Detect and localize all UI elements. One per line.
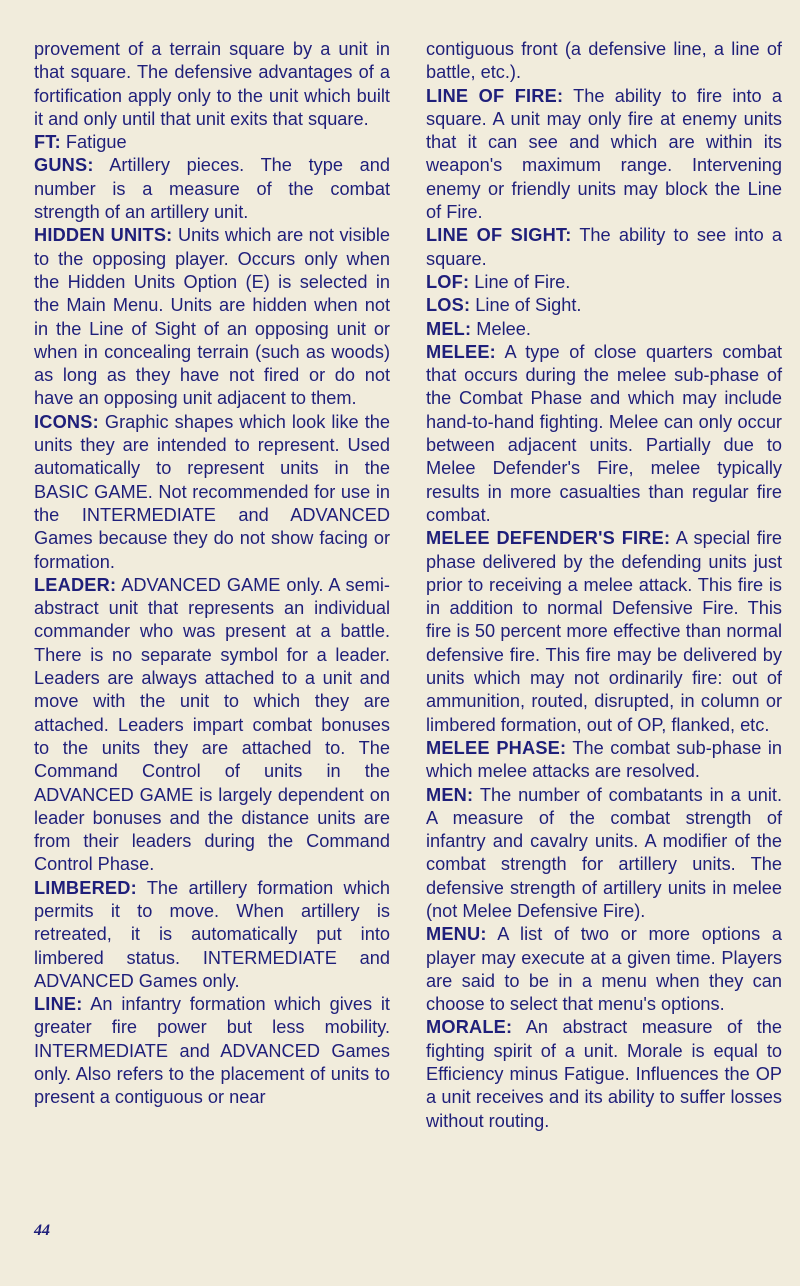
entry-term: GUNS: <box>34 155 94 176</box>
entry-term: LEADER: <box>34 574 117 595</box>
glossary-entry <box>34 224 390 410</box>
entry-term: MEN: <box>426 784 474 805</box>
entry-definition: Units which are not visible to the opposing player. Occurs only when the Hidden Units Option (E) is selected in the Main Menu. Units are hidden when not in the Line of Sight of an opposing unit or when in concealing terrain (such as woods) as long as they have not fired or do not have an opposing unit adjacent to them. <box>34 225 391 409</box>
glossary-entry <box>426 737 782 784</box>
entry-term: MELEE PHASE: <box>426 737 567 758</box>
entry-definition: The ability to see into a square. <box>426 225 782 269</box>
glossary-entry <box>34 38 390 131</box>
entry-definition: An abstract measure of the fighting spirit of a unit. Morale is equal to Efficiency minus Fatigue. Influences the OP a unit receives and its ability to suffer losses without routing. <box>426 1017 782 1131</box>
glossary-entry <box>34 574 390 877</box>
glossary-entry <box>426 38 782 85</box>
glossary-entry <box>426 85 782 225</box>
entry-term: ICONS: <box>34 411 99 432</box>
glossary-entry <box>426 318 782 341</box>
entry-definition: A type of close quarters combat that occurs during the melee sub-phase of the Combat Phase and which may include hand-to-hand fighting. Melee can only occur between adjacent units. Partially due to Melee Defender's Fire, melee typically results in more casualties than regular fire combat. <box>426 341 782 525</box>
glossary-entry <box>426 923 782 1016</box>
entry-definition: Artillery pieces. The type and number is a measure of the combat strength of an artillery unit. <box>34 155 390 223</box>
page-number: 44 <box>34 1222 50 1239</box>
entry-term: MELEE DEFENDER'S FIRE: <box>426 528 671 549</box>
entry-definition: Fatigue <box>60 132 127 153</box>
glossary-entry <box>34 877 390 993</box>
entry-definition: The combat sub-phase in which melee attacks are resolved. <box>426 737 782 782</box>
entry-term: LINE: <box>34 994 83 1015</box>
entry-definition: A special fire phase delivered by the defending units just prior to receiving a melee attack. This fire is in addition to normal Defensive Fire. This fire is 50 percent more effective than normal defensive fire. This fire may be delivered by units which may not ordinarily fire: out of ammunition, routed, disrupted, in column or limbered formation, out of OP, flanked, etc. <box>426 528 782 735</box>
entry-definition: An infantry formation which gives it greater fire power but less mobility. INTERMEDIATE and ADVANCED Games only. Also refers to the placement of units to present a contiguous or near <box>34 994 390 1108</box>
glossary-entry <box>426 224 782 271</box>
entry-definition: Line of Fire. <box>469 271 571 292</box>
entry-definition: The artillery formation which permits it to move. When artillery is retreated, it is automatically put into limbered status. INTERMEDIATE and ADVANCED Games only. <box>34 877 390 991</box>
entry-definition: contiguous front (a defensive line, a line of battle, etc.). <box>426 39 782 83</box>
glossary-entry <box>426 527 782 737</box>
entry-definition: A list of two or more options a player may execute at a given time. Players are said to be in a menu when they can choose to select that menu's options. <box>426 924 782 1015</box>
entry-definition: Melee. <box>471 318 531 339</box>
entry-term: FT: <box>34 132 61 153</box>
entry-term: LIMBERED: <box>34 877 137 898</box>
entry-term: MORALE: <box>426 1017 513 1038</box>
glossary-entry <box>34 411 390 574</box>
entry-term: MENU: <box>426 924 487 945</box>
glossary-entry <box>426 341 782 527</box>
glossary-entry <box>426 784 782 924</box>
left-column <box>34 38 390 1110</box>
entry-definition: Line of Sight. <box>470 295 582 316</box>
entry-term: MEL: <box>426 318 472 339</box>
entry-definition: ADVANCED GAME only. A semi-abstract unit that represents an individual commander who was present at a battle. There is no separate symbol for a leader. Leaders are always attached to a unit and move with the unit to which they are attached. Leaders impart combat bonuses to the units they are attached to. The Command Control of units in the ADVANCED GAME is largely dependent on leader bonuses and the distance units are from their leaders during the Command Control Phase. <box>34 574 390 875</box>
entry-term: LOF: <box>426 271 470 292</box>
glossary-entry <box>426 1016 782 1132</box>
glossary-entry <box>34 154 390 224</box>
glossary-entry <box>34 993 390 1109</box>
entry-term: LINE OF SIGHT: <box>426 225 572 246</box>
glossary-entry <box>426 271 782 294</box>
entry-term: LINE OF FIRE: <box>426 85 564 106</box>
entry-definition: The ability to fire into a square. A unit may only fire at enemy units that it can see and which are within its weapon's maximum range. Intervening enemy or friendly units may block the Line of Fire. <box>426 85 782 223</box>
glossary-entry <box>34 131 390 154</box>
entry-term: MELEE: <box>426 341 496 362</box>
entry-definition: provement of a terrain square by a unit in that square. The defensive advantages of a fortification apply only to the unit which built it and only until that unit exits that square. <box>34 39 390 129</box>
entry-term: LOS: <box>426 295 471 316</box>
right-column <box>426 38 782 1133</box>
entry-term: HIDDEN UNITS: <box>34 225 173 246</box>
glossary-entry <box>426 294 782 317</box>
entry-definition: The number of combatants in a unit. A measure of the combat strength of infantry and cavalry units. A modifier of the combat strength for artillery units. The defensive strength of artillery units in melee (not Melee Defensive Fire). <box>426 784 782 921</box>
entry-definition: Graphic shapes which look like the units they are intended to represent. Used automatically to represent units in the BASIC GAME. Not recommended for use in the INTERMEDIATE and ADVANCED Games because they do not show facing or formation. <box>34 411 390 572</box>
